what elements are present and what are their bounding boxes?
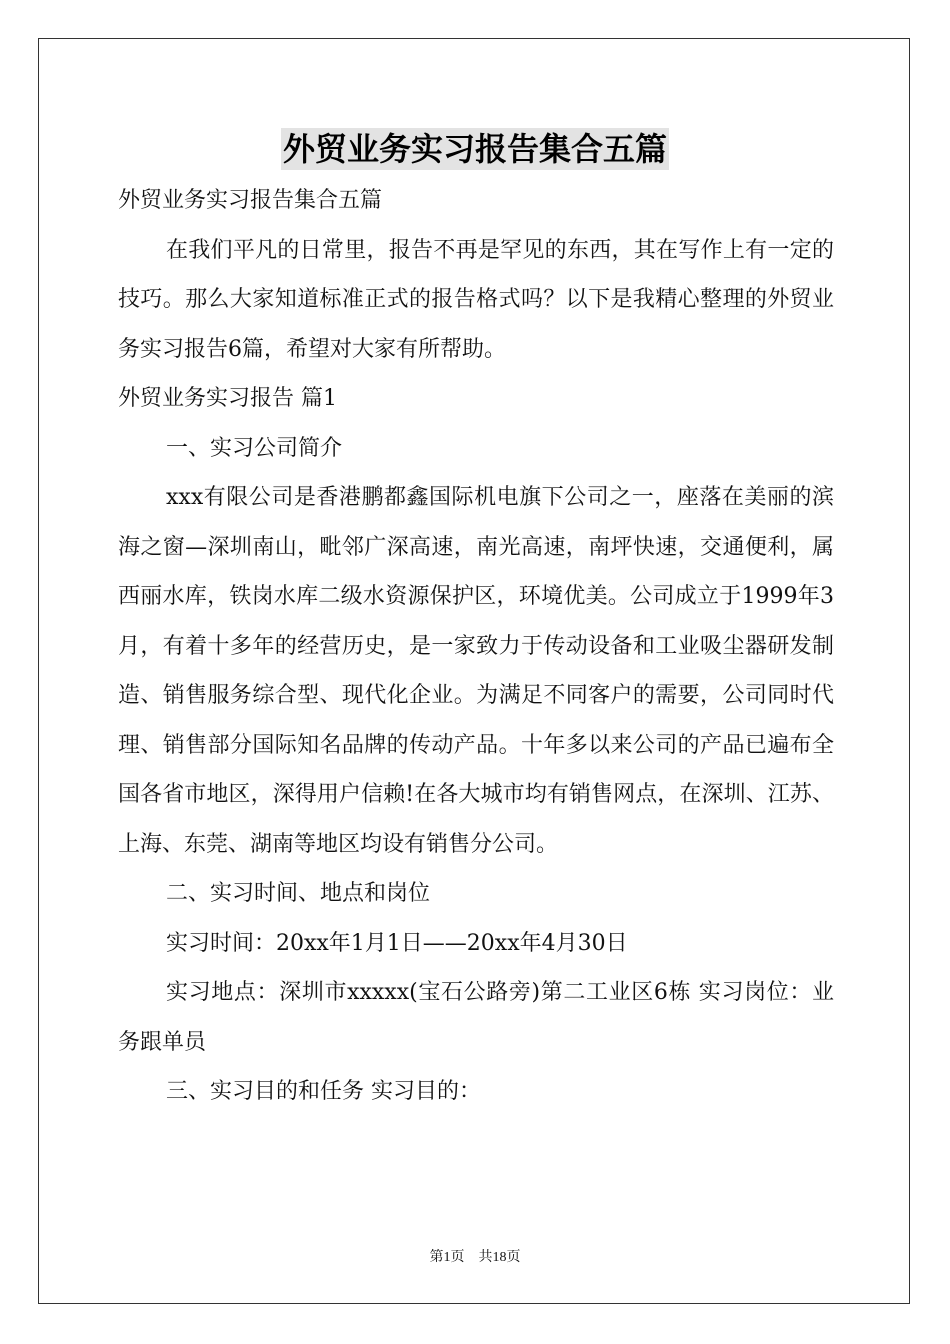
heading-company-intro: 一、实习公司简介 bbox=[166, 435, 343, 461]
intro-paragraph: 在我们平凡的日常里，报告不再是罕见的东西，其在写作上有一定的技巧。那么大家知道标准正式的报告格式吗？以下是我精心整理的外贸业务实习报告6篇，希望对大家有所帮助。 bbox=[118, 237, 834, 362]
section-heading-part1: 外贸业务实习报告 篇1 bbox=[118, 386, 337, 411]
title-container bbox=[0, 128, 950, 170]
document-body bbox=[118, 176, 834, 1117]
page-footer: 第1页 共18页 bbox=[429, 1250, 521, 1265]
subtitle-line: 外贸业务实习报告集合五篇 bbox=[118, 188, 383, 213]
internship-time: 实习时间：20xx年1月1日——20xx年4月30日 bbox=[166, 930, 628, 956]
heading-time-place-position: 二、实习时间、地点和岗位 bbox=[166, 881, 431, 906]
heading-purpose-tasks: 三、实习目的和任务 实习目的： bbox=[166, 1079, 481, 1104]
internship-location-position: 实习地点：深圳市xxxxx(宝石公路旁)第二工业区6栋 实习岗位：业务跟单员 bbox=[118, 980, 834, 1055]
company-intro-paragraph: xxx有限公司是香港鹏都鑫国际机电旗下公司之一，座落在美丽的滨海之窗—深圳南山，毗邻广深高速，南光高速，南坪快速，交通便利，属西丽水库，铁岗水库二级水资源保护区，环境优美。公司成立于1999年3月，有着十多年的经营历史，是一家致力于传动设备和工业吸尘器研发制造、销售服务综合型、现代化企业。为满足不同客户的需要，公司同时代理、销售部分国际知名品牌的传动产品。十年多以来公司的产品已遍布全国各省市地区，深得用户信赖!在各大城市均有销售网点，在深圳、江苏、上海、东莞、湖南等地区均设有销售分公司。 bbox=[118, 485, 834, 857]
document-title: 外贸业务实习报告集合五篇 bbox=[282, 130, 667, 168]
